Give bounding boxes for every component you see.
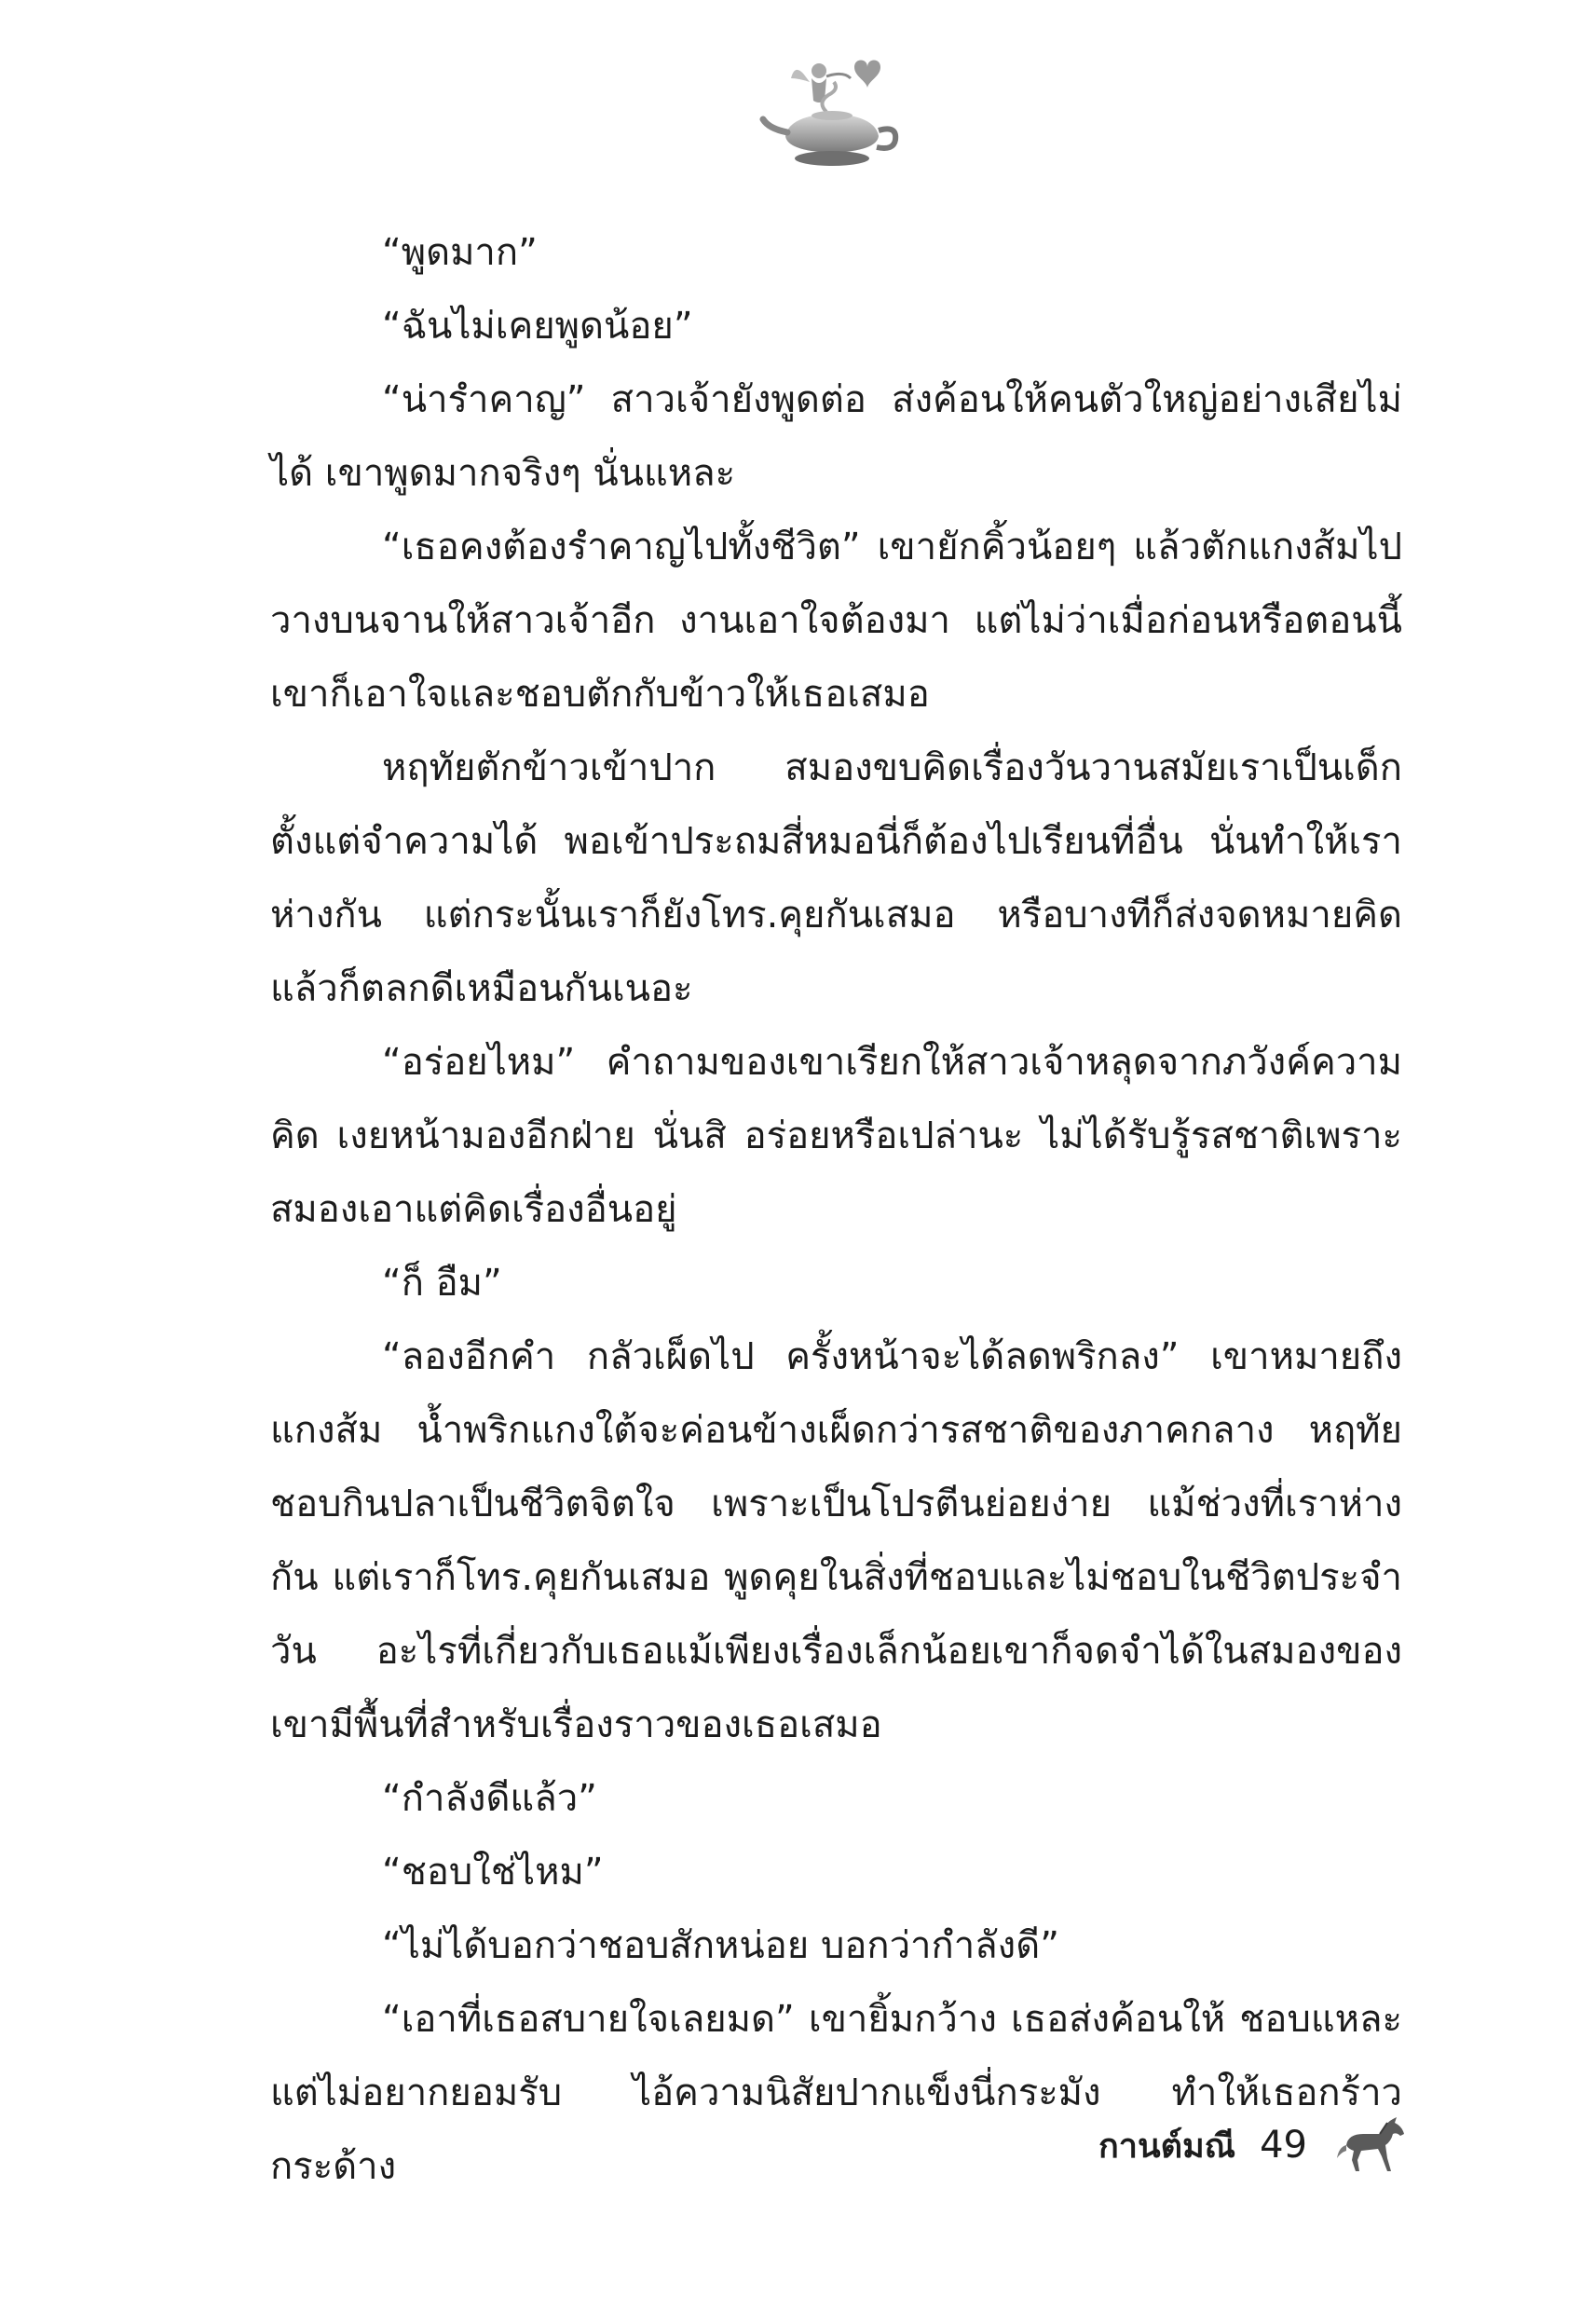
book-title: กานต์มณี [1098, 2126, 1236, 2166]
paragraph: หฤทัยตักข้าวเข้าปาก สมองขบคิดเรื่องวันวานสมัยเราเป็นเด็กตั้งแต่จำความได้ พอเข้าประถมสี่หมอนี่ก็ต้องไปเรียนที่อื่น นั่นทำให้เราห่างกัน แต่กระนั้นเราก็ยังโทร.คุยกันเสมอ หรือบางทีก็ส่งจดหมายคิดแล้วก็ตลกดีเหมือนกันเนอะ [270, 746, 1402, 1010]
page-number: 49 [1260, 2124, 1307, 2167]
paragraph: “เอาที่เธอสบายใจเลยมด” เขายิ้มกว้าง เธอส่งค้อนให้ ชอบแหละแต่ไม่อยากยอมรับ ไอ้ความนิสัยปากแข็งนี่กระมัง ทำให้เธอกร้าวกระด้าง [270, 1998, 1402, 2188]
paragraph: “ลองอีกคำ กลัวเผ็ดไป ครั้งหน้าจะได้ลดพริกลง” เขาหมายถึงแกงส้ม น้ำพริกแกงใต้จะค่อนข้างเผ็ดกว่ารสชาติของภาคกลาง หฤทัยชอบกินปลาเป็นชีวิตจิตใจ เพราะเป็นโปรตีนย่อยง่าย แม้ช่วงที่เราห่างกัน แต่เราก็โทร.คุยกันเสมอ พูดคุยในสิ่งที่ชอบและไม่ชอบในชีวิตประจำวัน อะไรที่เกี่ยวกับเธอแม้เพียงเรื่องเล็กน้อยเขาก็จดจำได้ในสมองของเขามีพื้นที่สำหรับเรื่องราวของเธอเสมอ [270, 1335, 1402, 1746]
cupid-teapot-ornament-icon [757, 47, 907, 177]
paragraph: “น่ารำคาญ” สาวเจ้ายังพูดต่อ ส่งค้อนให้คนตัวใหญ่อย่างเสียไม่ได้ เขาพูดมากจริงๆ นั่นแหละ [270, 378, 1402, 495]
paragraph: “เธอคงต้องรำคาญไปทั้งชีวิต” เขายักคิ้วน้อยๆ แล้วตักแกงส้มไปวางบนจานให้สาวเจ้าอีก งานเอาใจต้องมา แต่ไม่ว่าเมื่อก่อนหรือตอนนี้ เขาก็เอาใจและชอบตักกับข้าวให้เธอเสมอ [270, 526, 1402, 716]
page-footer [1098, 2113, 1408, 2177]
paragraph: “พูดมาก” [382, 231, 538, 274]
paragraph: “ก็ อืม” [382, 1262, 502, 1305]
paragraph: “ฉันไม่เคยพูดน้อย” [382, 305, 693, 348]
horse-icon [1331, 2113, 1408, 2177]
paragraph: “อร่อยไหม” คำถามของเขาเรียกให้สาวเจ้าหลุดจากภวังค์ความคิด เงยหน้ามองอีกฝ่าย นั่นสิ อร่อยหรือเปล่านะ ไม่ได้รับรู้รสชาติเพราะสมองเอาแต่คิดเรื่องอื่นอยู่ [270, 1041, 1402, 1231]
paragraph: “ชอบใช่ไหม” [382, 1851, 604, 1894]
paragraph: “กำลังดีแล้ว” [382, 1777, 597, 1820]
body-text [270, 216, 1402, 2204]
paragraph: “ไม่ได้บอกว่าชอบสักหน่อย บอกว่ากำลังดี” [382, 1924, 1059, 1967]
